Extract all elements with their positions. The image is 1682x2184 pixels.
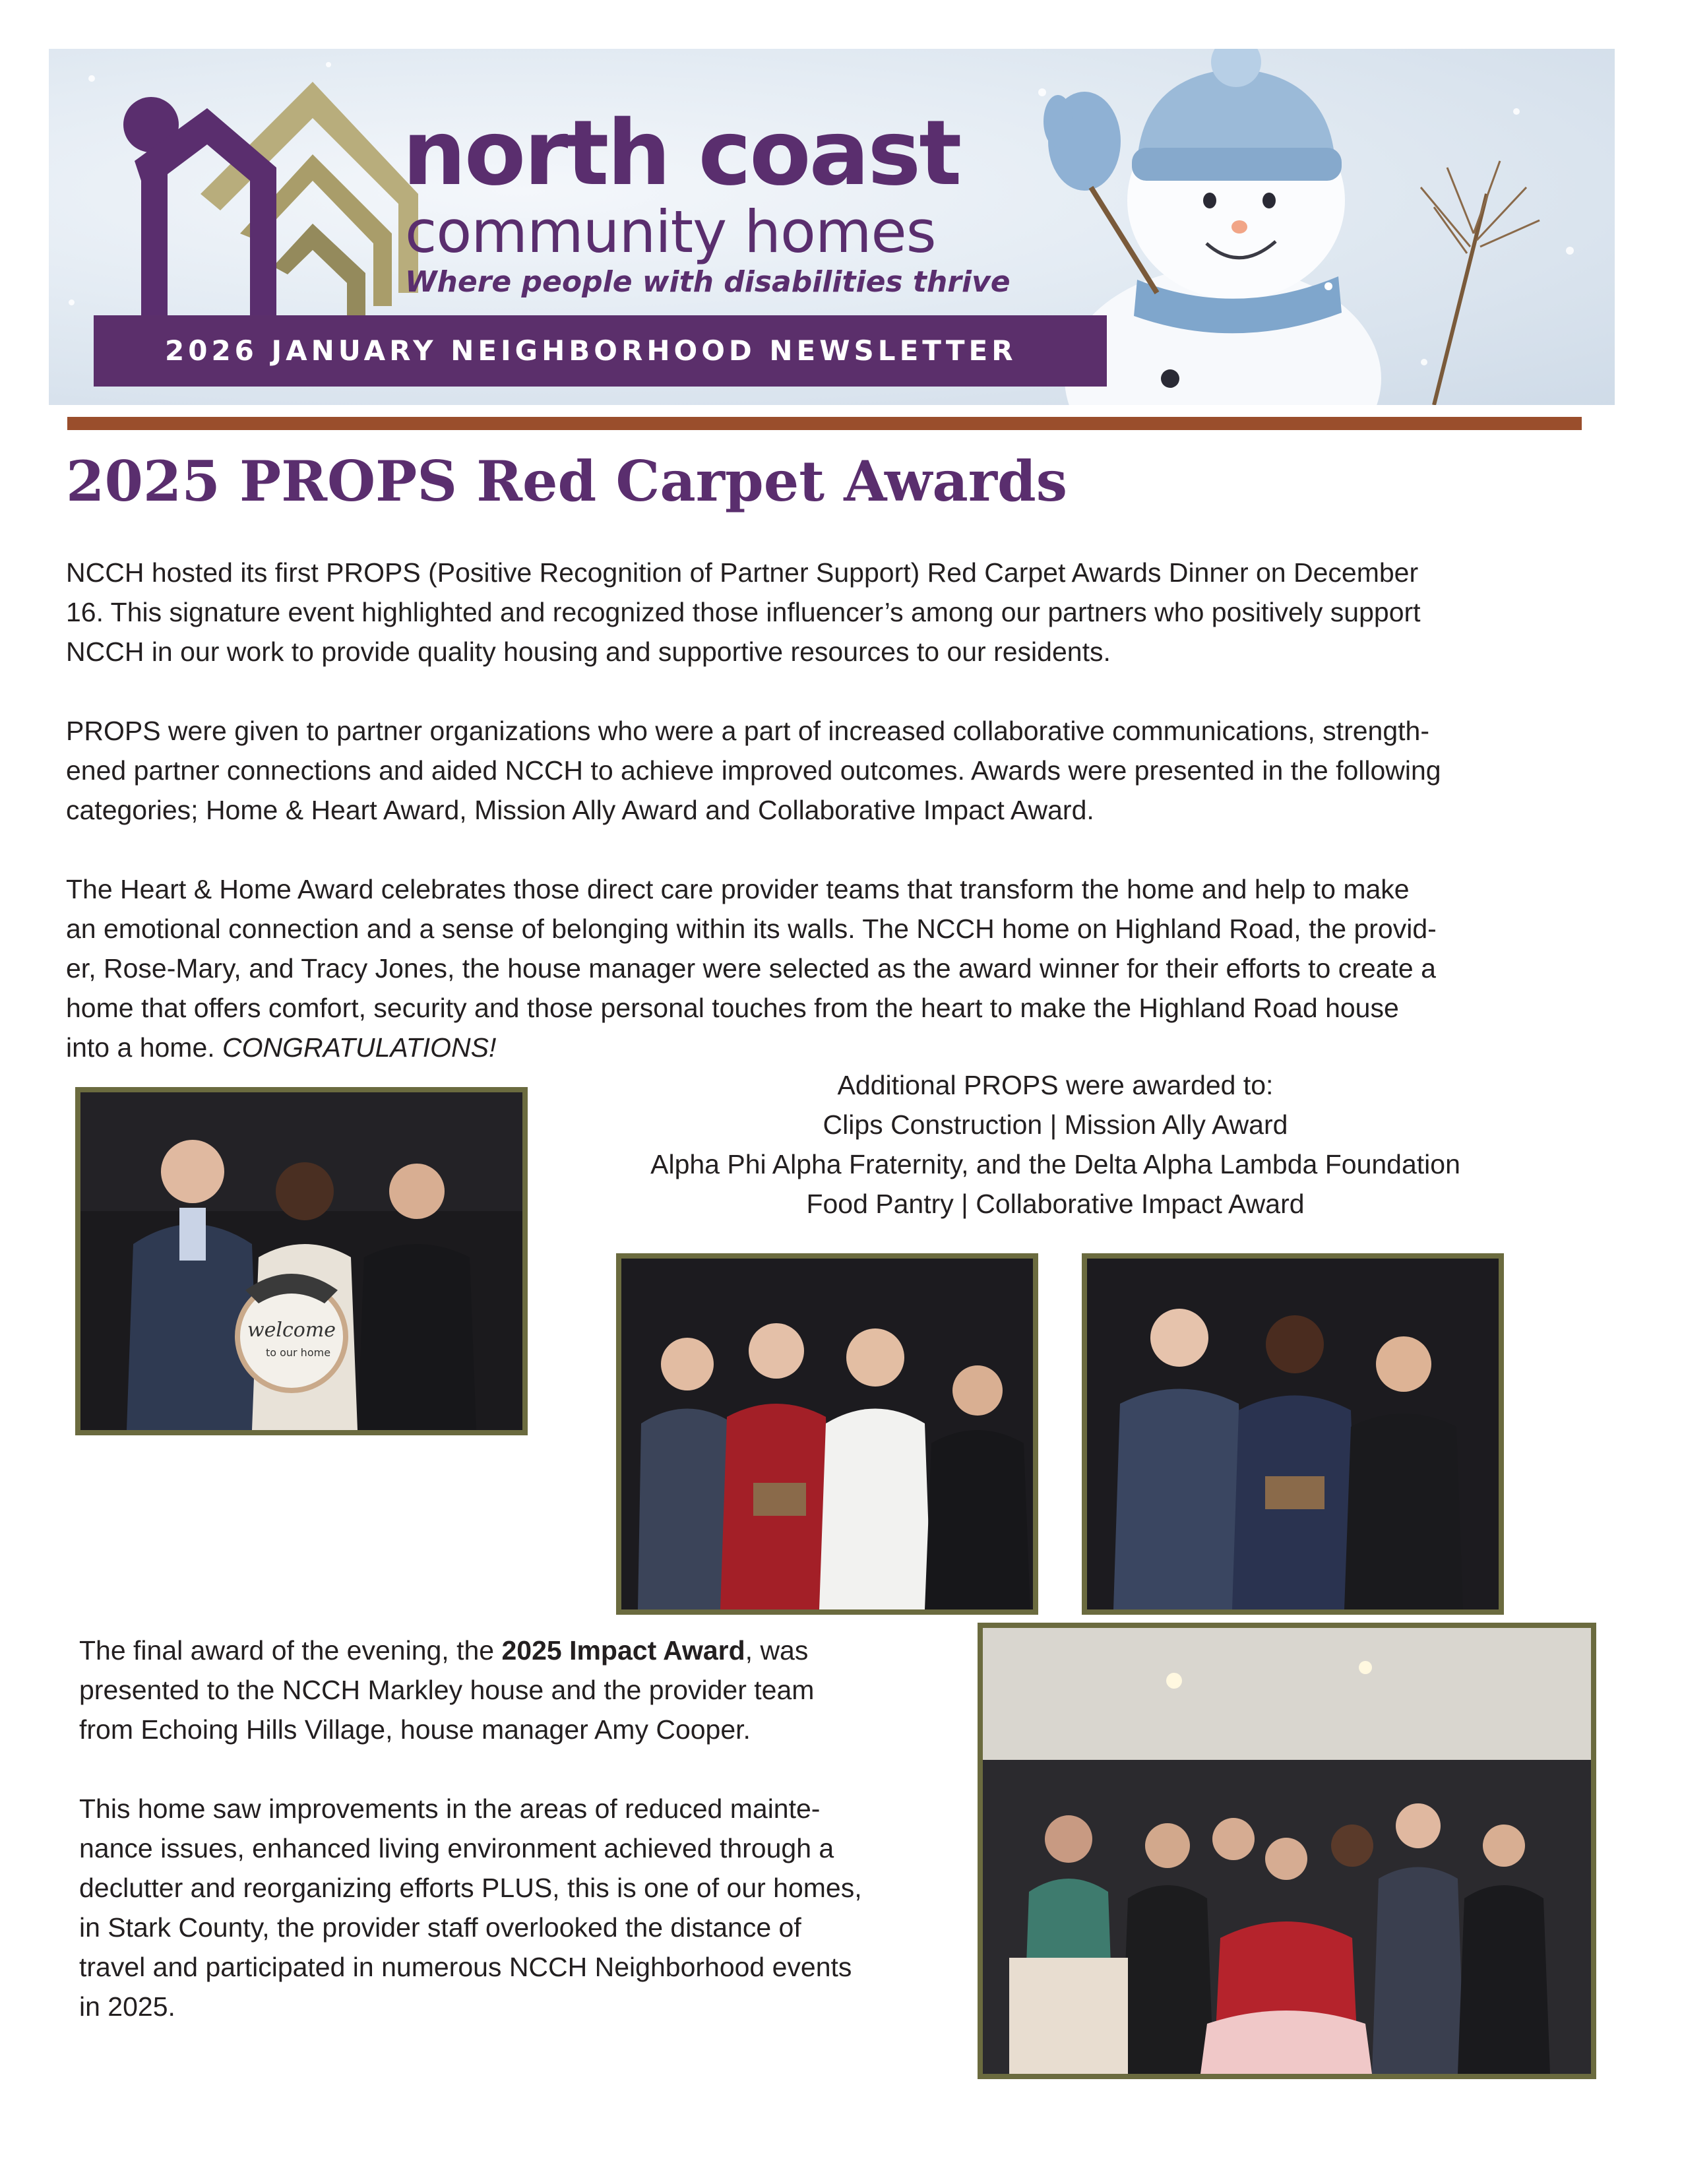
additional-props-item: Alpha Phi Alpha Fraternity, and the Delta Alpha Lambda Foundation xyxy=(650,1149,1460,1179)
additional-props-heading: Additional PROPS were awarded to: xyxy=(837,1070,1274,1100)
text-line: ened partner connections and aided NCCH to achieve improved outcomes. Awards were presented in the following xyxy=(66,755,1441,786)
text-line: an emotional connection and a sense of belonging within its walls. The NCCH home on Highland Road, the provid- xyxy=(66,914,1437,944)
text-line: presented to the NCCH Markley house and the provider team xyxy=(79,1675,815,1705)
newsletter-banner xyxy=(49,49,1615,405)
heart-home-award-paragraph xyxy=(66,869,1623,1067)
text-line xyxy=(79,1631,943,1670)
text-line: er, Rose-Mary, and Tracy Jones, the house manager were selected as the award winner for their efforts to create a xyxy=(66,953,1436,983)
photo-mission-ally-award xyxy=(616,1253,1038,1615)
text-line: NCCH in our work to provide quality housing and supportive resources to our residents. xyxy=(66,637,1111,667)
welcome-sign-text: welcome xyxy=(247,1319,336,1342)
additional-props-list xyxy=(567,1065,1543,1224)
org-name-line1: north coast xyxy=(402,102,960,206)
org-tagline: Where people with disabilities thrive xyxy=(405,265,1011,299)
text-line: travel and participated in numerous NCCH Neighborhood events xyxy=(79,1952,852,1982)
text-line: The Heart & Home Award celebrates those direct care provider teams that transform the home and help to make xyxy=(66,874,1410,904)
additional-props-item: Food Pantry | Collaborative Impact Award xyxy=(806,1189,1305,1219)
impact-award-name: 2025 Impact Award xyxy=(501,1635,745,1666)
photo-collaborative-impact-award xyxy=(1082,1253,1504,1615)
text-line: in 2025. xyxy=(79,1991,175,2022)
text-fragment: into a home. xyxy=(66,1032,223,1063)
article-headline: 2025 PROPS Red Carpet Awards xyxy=(66,449,1068,514)
org-name-line2: community homes xyxy=(405,198,936,266)
newsletter-title-bar: 2026 JANUARY NEIGHBORHOOD NEWSLETTER xyxy=(94,315,1107,387)
welcome-sign-text: to our home xyxy=(265,1346,331,1359)
congratulations-text: CONGRATULATIONS! xyxy=(222,1032,497,1063)
text-line: home that offers comfort, security and those personal touches from the heart to make the Highland Road house xyxy=(66,993,1399,1023)
markley-house-paragraph xyxy=(79,1789,943,2026)
impact-award-paragraph xyxy=(79,1631,943,1749)
text-fragment: , was xyxy=(745,1635,809,1666)
additional-props-item: Clips Construction | Mission Ally Award xyxy=(823,1109,1288,1140)
intro-paragraph xyxy=(66,553,1623,671)
photo-impact-award-group xyxy=(978,1623,1596,2079)
text-line: NCCH hosted its first PROPS (Positive Recognition of Partner Support) Red Carpet Awards Dinner on December xyxy=(66,557,1419,588)
text-line: This home saw improvements in the areas of reduced mainte- xyxy=(79,1794,821,1824)
text-line: from Echoing Hills Village, house manager Amy Cooper. xyxy=(79,1714,751,1745)
text-line: PROPS were given to partner organizations who were a part of increased collaborative communications, strength- xyxy=(66,716,1429,746)
text-line: in Stark County, the provider staff overlooked the distance of xyxy=(79,1912,801,1943)
text-fragment: The final award of the evening, the xyxy=(79,1635,502,1666)
text-line: categories; Home & Heart Award, Mission Ally Award and Collaborative Impact Award. xyxy=(66,795,1094,825)
photo-heart-home-award xyxy=(75,1087,528,1435)
house-logo-icon xyxy=(115,82,418,346)
award-categories-paragraph xyxy=(66,711,1623,830)
section-divider xyxy=(67,417,1582,430)
text-line xyxy=(66,1028,1623,1067)
text-line: declutter and reorganizing efforts PLUS, this is one of our homes, xyxy=(79,1873,862,1903)
text-line: nance issues, enhanced living environment achieved through a xyxy=(79,1833,834,1863)
text-line: 16. This signature event highlighted and recognized those influencer’s among our partners who positively support xyxy=(66,597,1421,627)
